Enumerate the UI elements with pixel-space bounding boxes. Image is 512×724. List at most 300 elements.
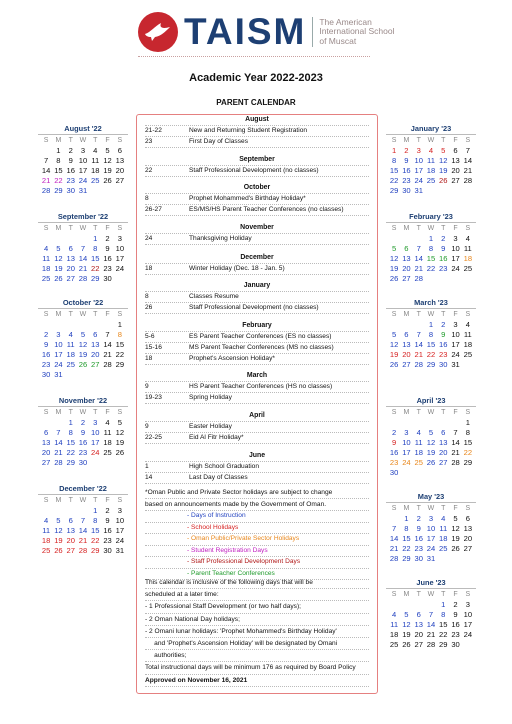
day-cell: 13	[41, 438, 51, 447]
day-cell: 8	[68, 428, 73, 437]
day-cell: 20	[463, 534, 473, 543]
event-description: ES Parent Teacher Conferences (ES no classes)	[189, 333, 332, 340]
day-cell: 22	[426, 264, 436, 273]
day-cell: 11	[103, 428, 112, 437]
day-cell: 19	[54, 536, 63, 545]
day-cell: 3	[80, 146, 86, 155]
header	[138, 12, 399, 52]
day-cell: 10	[426, 524, 436, 533]
weekday-label: S	[391, 225, 397, 232]
day-cell: 30	[78, 458, 88, 467]
day-cell	[437, 468, 449, 478]
weekday-label: S	[391, 591, 397, 598]
day-cell: 18	[439, 534, 448, 543]
day-cell: 13	[463, 524, 473, 533]
day-cell: 17	[402, 448, 411, 457]
day-cell: 12	[451, 524, 460, 533]
event-date: 23	[145, 138, 153, 145]
day-cell: 1	[93, 506, 98, 515]
day-cell: 16	[78, 438, 88, 447]
note-line: authorities;	[145, 650, 369, 662]
day-cell: 13	[402, 254, 411, 263]
weekday-label: W	[79, 311, 87, 318]
day-cell: 17	[115, 526, 125, 535]
day-cell: 11	[414, 438, 423, 447]
event-date: 14	[145, 474, 153, 481]
day-cell	[400, 234, 412, 244]
day-cell	[425, 600, 437, 610]
day-cell	[40, 418, 52, 428]
day-cell: 1	[428, 320, 434, 329]
day-cell: 12	[439, 156, 448, 165]
note-line: - 2 Oman National Day holidays;	[145, 614, 369, 626]
day-cell: 4	[44, 516, 49, 525]
month-title: September '22	[38, 212, 128, 223]
day-cell: 23	[414, 544, 423, 553]
event-row	[145, 126, 369, 137]
color-legend	[145, 511, 369, 580]
day-cell: 13	[439, 438, 448, 447]
day-cell: 23	[439, 350, 448, 359]
day-cell: 27	[41, 458, 51, 467]
month-calendar	[386, 396, 476, 478]
month-section	[145, 115, 369, 148]
day-cell: 8	[93, 244, 98, 253]
day-cell: 9	[105, 516, 110, 525]
day-cell: 13	[115, 156, 125, 165]
day-cell: 24	[402, 458, 411, 467]
day-cell: 24	[78, 176, 88, 185]
day-cell: 11	[390, 620, 399, 629]
event-row	[145, 137, 369, 148]
day-cell: 29	[66, 458, 75, 467]
month-section	[145, 183, 369, 216]
event-date: 22	[145, 167, 153, 174]
section-heading: January	[145, 281, 369, 292]
weekday-label: M	[403, 505, 410, 512]
day-cell: 21	[41, 176, 51, 185]
event-row	[145, 462, 369, 473]
event-date: 21-22	[145, 127, 162, 134]
day-cell: 6	[404, 330, 409, 339]
event-description: Prophet's Ascension Holiday*	[189, 355, 275, 362]
section-heading: June	[145, 451, 369, 462]
day-cell: 1	[93, 234, 98, 243]
day-cell	[101, 186, 113, 196]
weekday-label: T	[416, 505, 421, 512]
section-heading: February	[145, 321, 369, 332]
day-cell: 27	[66, 274, 75, 283]
event-date: 8	[145, 195, 149, 202]
day-cell	[101, 320, 113, 330]
day-cell: 22	[91, 536, 100, 545]
day-cell	[40, 320, 52, 330]
day-cell: 23	[78, 448, 88, 457]
day-cell: 7	[105, 330, 110, 339]
day-cell	[449, 186, 461, 196]
day-cell: 15	[54, 166, 63, 175]
day-cell: 4	[392, 610, 397, 619]
day-cell: 19	[103, 166, 112, 175]
day-cell: 18	[41, 264, 51, 273]
day-cell: 9	[404, 156, 409, 165]
day-cell: 14	[78, 254, 88, 263]
day-cell: 8	[117, 330, 122, 339]
day-cell	[52, 320, 64, 330]
day-cell: 22	[54, 176, 63, 185]
day-cell	[400, 418, 412, 428]
month-title: April '23	[386, 396, 476, 407]
day-cell: 17	[54, 350, 63, 359]
weekday-label: F	[453, 591, 458, 598]
day-cell: 28	[78, 546, 88, 555]
weekday-label: T	[68, 225, 73, 232]
day-cell	[89, 370, 101, 380]
day-cell: 24	[115, 264, 125, 273]
weekday-label: W	[79, 137, 87, 144]
weekday-label: M	[55, 409, 62, 416]
day-cell: 30	[41, 370, 51, 379]
month-section	[145, 371, 369, 404]
day-cell: 26	[54, 274, 63, 283]
logo-wordmark: TAISM	[184, 11, 307, 52]
day-cell: 8	[465, 428, 470, 437]
day-cell: 24	[115, 536, 125, 545]
day-cell: 8	[441, 610, 446, 619]
day-cell	[425, 418, 437, 428]
weekday-label: F	[105, 409, 110, 416]
event-date: 1	[145, 463, 149, 470]
event-description: Easter Holiday	[189, 423, 232, 430]
day-cell: 25	[426, 176, 436, 185]
month-calendar	[38, 396, 128, 468]
day-cell: 7	[428, 610, 434, 619]
day-cell: 18	[414, 448, 423, 457]
day-cell: 21	[389, 544, 399, 553]
weekday-label: S	[391, 505, 397, 512]
day-cell	[425, 274, 437, 284]
weekday-label: S	[43, 137, 49, 144]
weekday-label: T	[68, 137, 73, 144]
weekday-label: S	[43, 311, 49, 318]
weekday-label: S	[465, 311, 471, 318]
day-cell: 16	[103, 526, 112, 535]
day-cell	[89, 458, 101, 468]
day-cell	[413, 468, 425, 478]
day-cell: 31	[426, 554, 436, 563]
day-cell	[413, 600, 425, 610]
day-cell: 21	[414, 264, 423, 273]
day-cell: 17	[426, 534, 436, 543]
weekday-label: M	[403, 409, 410, 416]
event-date: 5-6	[145, 333, 155, 340]
day-cell: 10	[451, 330, 460, 339]
day-cell: 20	[115, 166, 125, 175]
day-cell: 9	[44, 340, 49, 349]
day-cell: 25	[414, 458, 423, 467]
day-cell: 21	[78, 536, 88, 545]
day-cell: 19	[439, 166, 448, 175]
event-description: New and Returning Student Registration	[189, 127, 308, 134]
event-row	[145, 332, 369, 343]
day-cell: 28	[414, 274, 423, 283]
day-cell: 7	[44, 156, 49, 165]
day-cell: 14	[41, 166, 51, 175]
event-row	[145, 473, 369, 484]
day-cell: 27	[115, 176, 125, 185]
weekday-label: S	[465, 505, 471, 512]
day-cell: 28	[41, 186, 51, 195]
month-title: November '22	[38, 396, 128, 407]
day-cell: 10	[402, 438, 411, 447]
day-cell: 3	[93, 418, 98, 427]
day-cell	[413, 418, 425, 428]
day-cell: 29	[91, 274, 100, 283]
day-cell: 15	[91, 526, 100, 535]
day-cell	[462, 360, 474, 370]
day-cell: 4	[44, 244, 49, 253]
month-section	[145, 155, 369, 177]
day-cell: 16	[402, 166, 411, 175]
day-cell: 18	[66, 350, 75, 359]
calendar-notes	[145, 577, 369, 687]
day-cell: 3	[117, 234, 122, 243]
day-cell: 29	[389, 186, 399, 195]
day-cell: 7	[416, 330, 421, 339]
day-cell: 2	[68, 146, 73, 155]
day-cell	[400, 468, 412, 478]
day-cell: 6	[404, 244, 409, 253]
day-cell: 10	[115, 244, 125, 253]
day-cell: 22	[463, 448, 473, 457]
month-section	[145, 451, 369, 484]
weekday-label: M	[403, 311, 410, 318]
weekday-label: T	[93, 409, 98, 416]
day-cell: 8	[428, 330, 434, 339]
day-cell	[462, 554, 474, 564]
logo-divider	[312, 17, 313, 47]
event-description: Prophet Mohammed's Birthday Holiday*	[189, 195, 306, 202]
day-cell: 13	[451, 156, 460, 165]
day-cell: 2	[105, 234, 110, 243]
note-line: and 'Prophet's Ascension Holiday' will be designated by Omani	[145, 638, 369, 650]
weekday-label: T	[441, 311, 446, 318]
month-title: August '22	[38, 124, 128, 135]
day-cell: 17	[463, 620, 473, 629]
day-cell: 6	[465, 514, 470, 523]
day-cell: 15	[439, 620, 448, 629]
day-cell: 25	[66, 360, 75, 369]
month-section	[145, 223, 369, 245]
day-cell: 12	[115, 428, 125, 437]
day-cell: 10	[463, 610, 473, 619]
day-cell: 20	[66, 536, 75, 545]
day-cell: 16	[66, 166, 75, 175]
day-cell: 6	[416, 610, 421, 619]
day-cell: 3	[404, 428, 409, 437]
day-cell: 25	[91, 176, 100, 185]
day-cell: 22	[426, 350, 436, 359]
event-row	[145, 292, 369, 303]
day-cell: 25	[41, 274, 51, 283]
section-heading: March	[145, 371, 369, 382]
weekday-label: S	[465, 409, 471, 416]
event-description: Classes Resume	[189, 293, 239, 300]
weekday-label: T	[93, 311, 98, 318]
day-cell: 3	[416, 146, 421, 155]
event-date: 15-16	[145, 344, 162, 351]
day-cell	[40, 146, 52, 156]
weekday-label: T	[416, 225, 421, 232]
day-cell: 6	[68, 516, 73, 525]
legend-item: - School Holidays	[145, 523, 369, 535]
weekday-label: M	[403, 137, 410, 144]
day-cell: 27	[91, 360, 100, 369]
day-cell: 19	[78, 350, 88, 359]
month-calendar	[38, 298, 128, 380]
day-cell	[77, 506, 89, 516]
day-cell: 15	[389, 166, 399, 175]
legend-item: - Student Registration Days	[145, 546, 369, 558]
day-cell: 29	[91, 546, 100, 555]
day-cell: 12	[389, 254, 399, 263]
day-cell: 13	[66, 526, 75, 535]
legend-item: - Days of Instruction	[145, 511, 369, 523]
day-cell: 18	[463, 340, 473, 349]
event-row	[145, 194, 369, 205]
day-cell: 25	[103, 448, 112, 457]
event-date: 18	[145, 265, 153, 272]
event-date: 19-23	[145, 394, 162, 401]
weekday-label: T	[441, 505, 446, 512]
day-cell: 4	[441, 514, 446, 523]
day-cell: 14	[103, 340, 112, 349]
day-cell: 25	[463, 350, 473, 359]
weekday-label: S	[465, 225, 471, 232]
day-cell	[437, 274, 449, 284]
day-cell: 18	[389, 630, 399, 639]
day-cell: 16	[103, 254, 112, 263]
weekday-label: T	[93, 497, 98, 504]
day-cell: 1	[56, 146, 61, 155]
note-line: Total instructional days will be minimum 176 as required by Board Policy	[145, 662, 369, 674]
day-cell: 17	[414, 166, 423, 175]
event-description: HS Parent Teacher Conferences (HS no classes)	[189, 383, 333, 390]
day-cell	[40, 234, 52, 244]
event-description: Staff Professional Development (no classes)	[189, 167, 319, 174]
day-cell: 18	[41, 536, 51, 545]
day-cell: 4	[93, 146, 98, 155]
event-row	[145, 205, 369, 216]
weekday-label: W	[79, 225, 87, 232]
weekday-label: S	[391, 311, 397, 318]
day-cell: 23	[389, 458, 399, 467]
day-cell	[437, 554, 449, 564]
day-cell: 4	[465, 320, 470, 329]
day-cell	[101, 370, 113, 380]
day-cell	[89, 186, 101, 196]
weekday-label: T	[93, 225, 98, 232]
logo-subtitle: The American International School of Muscat	[319, 16, 395, 46]
day-cell: 24	[91, 448, 100, 457]
day-cell: 8	[56, 156, 61, 165]
day-cell	[388, 320, 400, 330]
day-cell: 30	[402, 186, 411, 195]
day-cell: 31	[414, 186, 423, 195]
event-description: Last Day of Classes	[189, 474, 248, 481]
month-calendar	[386, 298, 476, 370]
day-cell	[462, 640, 474, 650]
day-cell: 11	[66, 340, 75, 349]
day-cell	[65, 506, 77, 516]
day-cell: 23	[402, 176, 411, 185]
day-cell: 9	[441, 244, 446, 253]
day-cell	[388, 418, 400, 428]
event-row	[145, 393, 369, 404]
month-calendar	[38, 124, 128, 196]
event-row	[145, 234, 369, 245]
day-cell: 9	[68, 156, 73, 165]
weekday-label: W	[427, 137, 435, 144]
day-cell: 12	[54, 526, 63, 535]
section-heading: August	[145, 115, 369, 126]
weekday-label: W	[427, 505, 435, 512]
day-cell: 5	[117, 418, 122, 427]
event-description: First Day of Classes	[189, 138, 248, 145]
day-cell: 14	[451, 438, 460, 447]
day-cell: 28	[389, 554, 399, 563]
day-cell: 7	[56, 428, 61, 437]
month-title: January '23	[386, 124, 476, 135]
day-cell: 8	[404, 524, 409, 533]
day-cell: 21	[54, 448, 63, 457]
day-cell	[413, 234, 425, 244]
day-cell: 2	[441, 320, 446, 329]
day-cell: 25	[439, 544, 448, 553]
month-title: October '22	[38, 298, 128, 309]
day-cell: 1	[117, 320, 122, 329]
day-cell: 11	[42, 526, 51, 535]
day-cell: 19	[389, 264, 399, 273]
weekday-label: F	[453, 311, 458, 318]
weekday-label: T	[416, 311, 421, 318]
day-cell: 10	[115, 516, 125, 525]
day-cell: 6	[93, 330, 98, 339]
month-calendar	[386, 578, 476, 650]
day-cell: 12	[54, 254, 63, 263]
event-description: Thanksgiving Holiday	[189, 235, 252, 242]
day-cell: 21	[451, 448, 460, 457]
day-cell: 26	[402, 640, 411, 649]
weekday-label: M	[55, 137, 62, 144]
day-cell: 24	[451, 264, 460, 273]
weekday-label: W	[79, 497, 87, 504]
day-cell: 14	[463, 156, 473, 165]
day-cell: 10	[78, 156, 88, 165]
day-cell: 13	[414, 620, 423, 629]
day-cell: 17	[78, 166, 88, 175]
day-cell: 26	[389, 360, 399, 369]
day-cell: 21	[414, 350, 423, 359]
event-description: Spring Holiday	[189, 394, 232, 401]
weekday-label: T	[441, 591, 446, 598]
day-cell: 27	[402, 274, 411, 283]
day-cell: 23	[103, 536, 112, 545]
weekday-label: W	[427, 225, 435, 232]
day-cell: 3	[453, 234, 458, 243]
event-date: 26	[145, 304, 153, 311]
weekday-label: T	[441, 225, 446, 232]
